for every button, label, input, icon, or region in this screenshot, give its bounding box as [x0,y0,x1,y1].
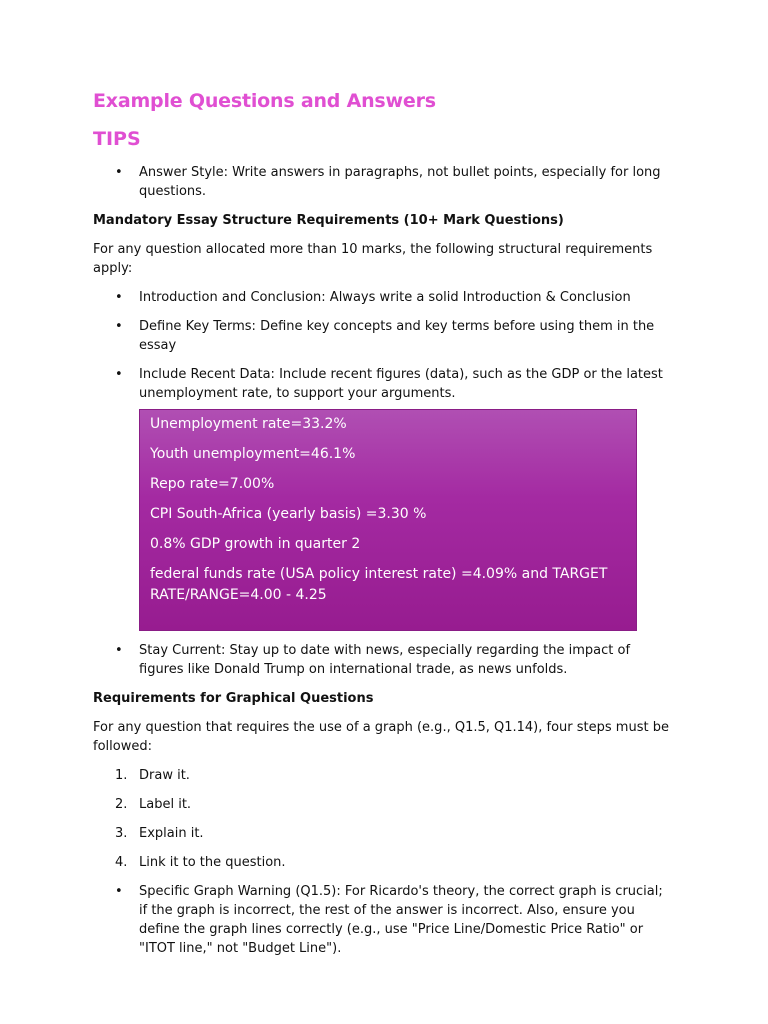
step-item [93,824,673,843]
list-item [93,317,673,355]
essay-requirements-list [93,288,673,403]
bullet-marker: • [115,884,123,899]
essay-bullet-text: Introduction and Conclusion: Always write a solid Introduction & Conclusion [139,290,631,305]
step-item [93,853,673,872]
stay-current-text: Stay Current: Stay up to date with news, especially regarding the impact of figures like Donald Trump on international trade, as news unfolds. [139,643,631,677]
list-item-graph-warning [93,882,673,958]
bullet-marker: • [115,643,123,658]
data-line-cpi: CPI South-Africa (yearly basis) =3.30 % [150,506,427,522]
essay-intro: For any question allocated more than 10 marks, the following structural requirements apply: [93,242,653,276]
stay-current-list [93,641,673,679]
list-item-stay-current [93,641,673,679]
list-item [93,365,673,403]
step-number: 3. [115,826,128,841]
essay-bullet-text: Include Recent Data: Include recent figures (data), such as the GDP or the latest unemployment rate, to support your arguments. [139,367,663,401]
graph-heading: Requirements for Graphical Questions [93,691,374,706]
document-page [93,88,673,958]
graph-warning-list [93,882,673,958]
bullet-marker: • [115,367,123,382]
graph-intro: For any question that requires the use of a graph (e.g., Q1.5, Q1.14), four steps must be followed: [93,720,669,754]
bullet-marker: • [115,290,123,305]
tips-list [93,163,673,201]
list-item [93,288,673,307]
step-text: Explain it. [139,826,204,841]
answer-style-text: Answer Style: Write answers in paragraphs, not bullet points, especially for long questions. [139,165,661,199]
tips-heading: TIPS [93,128,141,150]
bullet-marker: • [115,319,123,334]
step-text: Label it. [139,797,192,812]
data-line-youth-unemployment: Youth unemployment=46.1% [150,446,356,462]
step-text: Link it to the question. [139,855,286,870]
list-item-answer-style [93,163,673,201]
data-line-gdp-growth: 0.8% GDP growth in quarter 2 [150,536,361,552]
step-item [93,795,673,814]
graph-steps-list [93,766,673,872]
step-item [93,766,673,785]
graph-warning-text: Specific Graph Warning (Q1.5): For Ricardo's theory, the correct graph is crucial; if the graph is incorrect, the rest of the answer is incorrect. Also, ensure you define the graph lines correctly (e.g., use "Price Line/Domestic Price Ratio" or "ITOT line," not "Budget Line"). [139,884,663,956]
step-number: 1. [115,768,128,783]
data-line-unemployment: Unemployment rate=33.2% [150,416,347,432]
essay-bullet-text: Define Key Terms: Define key concepts and key terms before using them in the essay [139,319,655,353]
page-title: Example Questions and Answers [93,90,436,112]
bullet-marker: • [115,165,123,180]
essay-heading: Mandatory Essay Structure Requirements (10+ Mark Questions) [93,213,564,228]
step-number: 4. [115,855,128,870]
data-line-repo-rate: Repo rate=7.00% [150,476,275,492]
step-number: 2. [115,797,128,812]
data-line-federal-funds-rate: federal funds rate (USA policy interest rate) =4.09% and TARGET RATE/RANGE=4.00 - 4.25 [150,566,608,603]
step-text: Draw it. [139,768,190,783]
recent-data-box [139,409,637,631]
